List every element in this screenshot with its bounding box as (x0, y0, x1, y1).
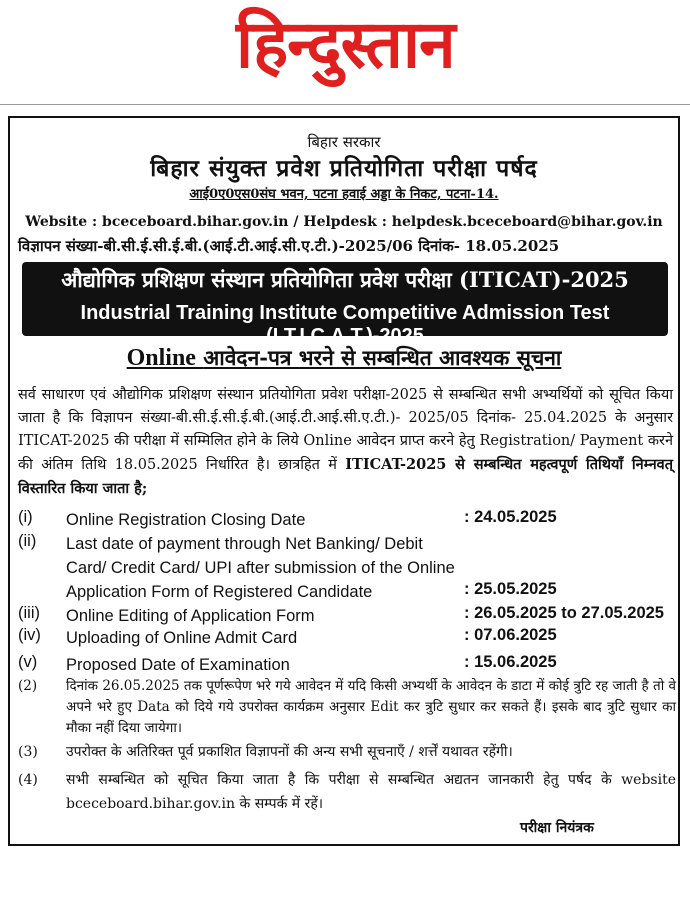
intro-text: सर्व साधारण एवं औद्योगिक प्रशिक्षण संस्थान प्रतियोगिता प्रवेश परीक्षा-2025 से सम्बन्धित सभी अभ्यर्थियों को सूचित किया जाता है कि विज्ञापन संख्या-बी.सी.ई.सी.ई.बी.(आई.टी.आई.सी.ए.टी.)- 2025/05 दिनांक- 25.04.2025 के अनुसार ITICAT-2025 की परीक्षा में सम्मिलित होने के लिये Online आवेदन प्राप्त करने हेतु Registration/ Payment करने की अंतिम तिथि 18.05.2025 निर्धारित है। छात्रहित में (18, 387, 673, 473)
newspaper-logo: हिन्दुस्तान (236, 6, 455, 83)
heading-text: आवेदन-पत्र भरने से सम्बन्धित आवश्यक सूचना (203, 345, 562, 370)
date-value: : 07.06.2025 (464, 626, 557, 644)
date-value: : 24.05.2025 (464, 508, 557, 526)
date-number: (iii) (18, 604, 40, 622)
date-value: : 15.06.2025 (464, 653, 557, 671)
board-address: आई0ए0एस0संघ भवन, पटना हवाई अड्डा के निकट, पटना-14. (189, 187, 499, 202)
title-banner (22, 262, 668, 347)
note-text: सभी सम्बन्धित को सूचित किया जाता है कि परीक्षा से सम्बन्धित अद्यतन जानकारी हेतु पर्षद के website bceceboard.bihar.gov.in के सम्पर्क में रहें। (66, 772, 676, 812)
date-label: Last date of payment through Net Banking/ Debit Card/ Credit Card/ UPI after submission of the Online Application Form of Registered Candidate (66, 535, 455, 601)
note-text: उपरोक्त के अतिरिक्त पूर्व प्रकाशित विज्ञापनों की अन्य सभी सूचनाएँ / शर्त्तें यथावत रहेंगी। (66, 744, 513, 760)
date-label: Uploading of Online Admit Card (66, 629, 298, 647)
date-label: Online Editing of Application Form (66, 607, 315, 625)
website-line: Website : bceceboard.bihar.gov.in / Helpdesk : helpdesk.bceceboard@bihar.gov.in (25, 214, 663, 230)
banner-english-title: Industrial Training Institute Competitive Admission Test (I.T.I.C.A.T.)-2025 (80, 302, 610, 347)
banner-hindi-title: औद्योगिक प्रशिक्षण संस्थान प्रतियोगिता प्रवेश परीक्षा (ITICAT)-2025 (61, 267, 629, 292)
note-text: दिनांक 26.05.2025 तक पूर्णरूपेण भरे गये आवेदन में यदि किसी अभ्यर्थी के आवेदन के डाटा में कोई त्रुटि रह जाती है तो वे अपने भरे हुए Data को दिये गये उपरोक्त कार्यक्रम अनुसार Edit कर त्रुटि सुधार कर सकते हैं। इसके बाद त्रुटि सुधार का मौका नहीं दिया जायेगा। (66, 678, 676, 736)
signature: परीक्षा नियंत्रक (520, 820, 594, 836)
date-number: (v) (18, 653, 38, 671)
date-number: (i) (18, 508, 33, 526)
notice-box (8, 116, 680, 846)
date-label: Proposed Date of Examination (66, 656, 290, 674)
date-label: Online Registration Closing Date (66, 511, 306, 529)
govt-title: बिहार सरकार (307, 133, 381, 151)
note-number: (4) (18, 772, 38, 788)
heading-online: Online (126, 345, 196, 371)
board-title: बिहार संयुक्त प्रवेश प्रतियोगिता परीक्षा पर्षद (150, 155, 538, 182)
date-value: : 25.05.2025 (464, 580, 557, 598)
advertisement-number: विज्ञापन संख्या-बी.सी.ई.सी.ई.बी.(आई.टी.आई.सी.ए.टी.)-2025/06 दिनांक- 18.05.2025 (18, 237, 560, 255)
masthead-divider (0, 104, 690, 105)
note-number: (2) (18, 678, 38, 694)
date-value: : 26.05.2025 to 27.05.2025 (464, 604, 664, 622)
intro-paragraph (18, 384, 673, 501)
note-number: (3) (18, 744, 38, 760)
date-number: (ii) (18, 532, 37, 550)
intro-bold-text: ITICAT-2025 से सम्बन्धित महत्वपूर्ण तिथियाँ निम्नवत् विस्तारित किया जाता है; (18, 456, 673, 497)
newspaper-masthead (0, 0, 690, 100)
date-number: (iv) (18, 626, 41, 644)
notice-heading (10, 344, 678, 372)
